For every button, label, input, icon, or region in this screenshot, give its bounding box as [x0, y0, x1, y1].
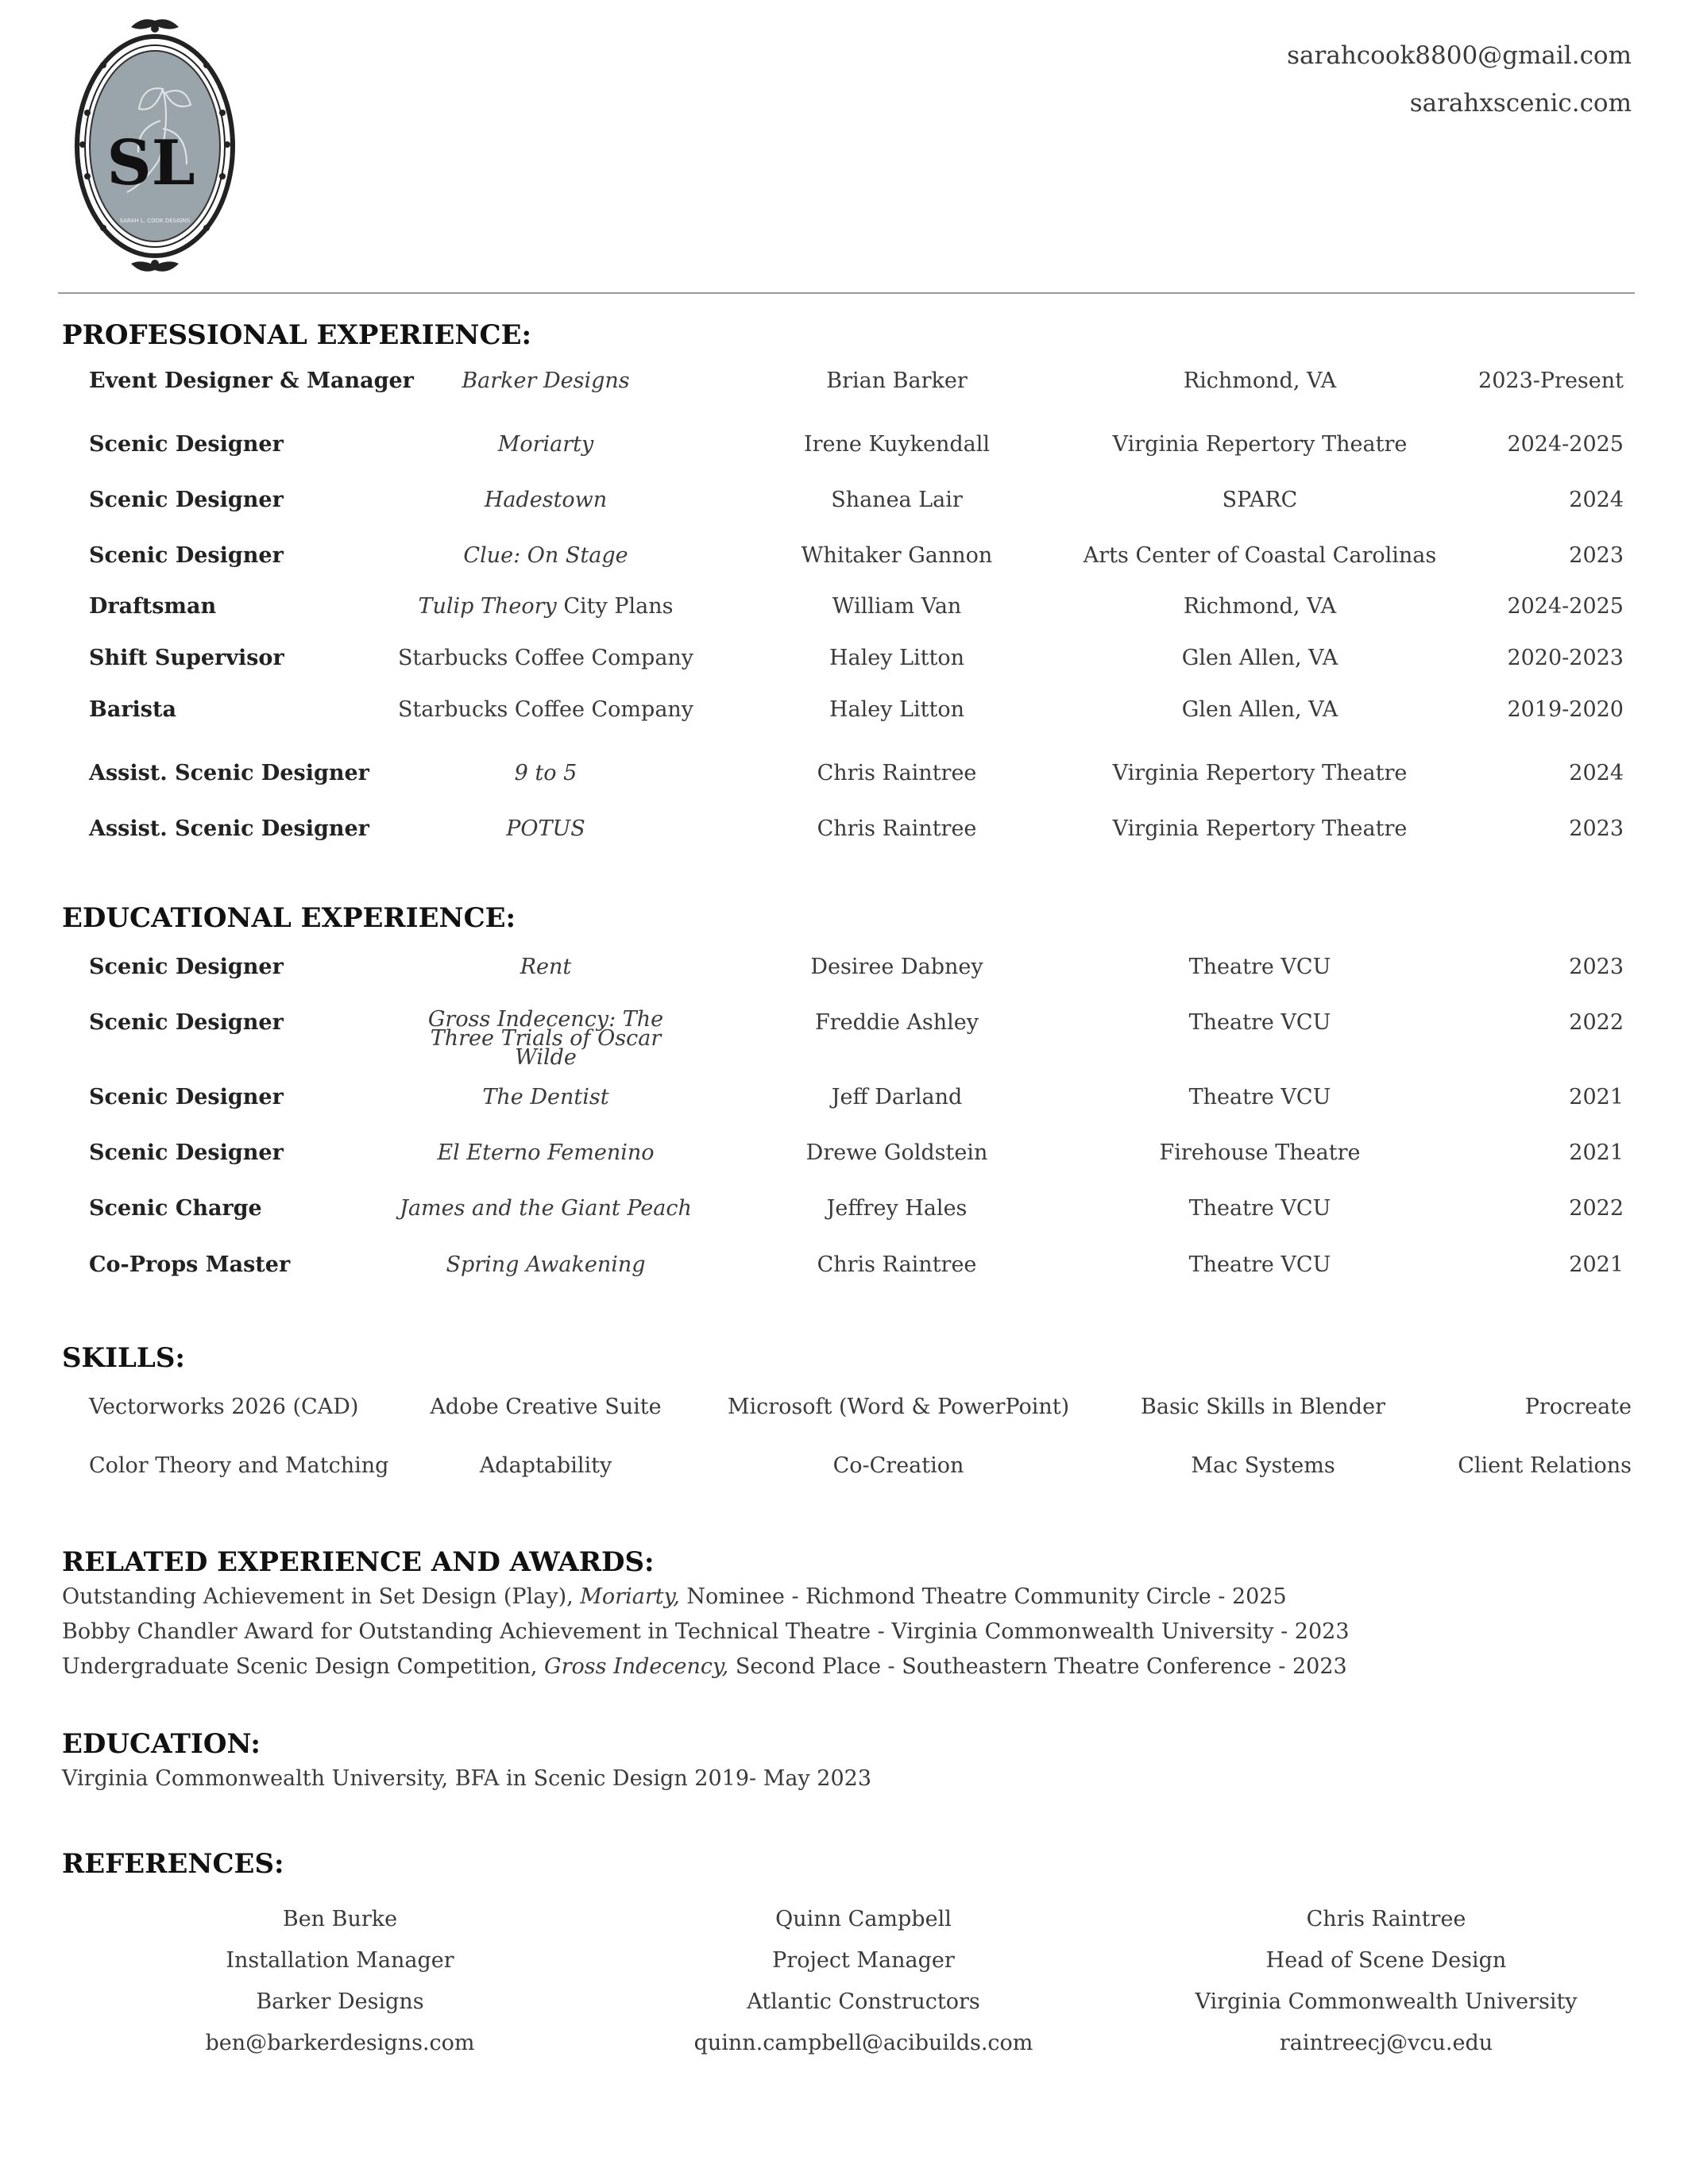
role: Scenic Designer — [89, 432, 284, 457]
venue: Virginia Repertory Theatre — [1112, 816, 1408, 841]
year: 2020-2023 — [1507, 646, 1624, 670]
director-name: Chris Raintree — [817, 761, 977, 785]
logo-tagline: SARAH L. COOK DESIGNS — [119, 218, 191, 224]
production-title: Barker Designs — [462, 369, 630, 393]
reference-email[interactable]: quinn.campbell@acibuilds.com — [693, 2031, 1033, 2055]
director-name: Whitaker Gannon — [801, 543, 993, 568]
skills-section — [62, 1342, 1632, 1478]
contact-block — [1287, 32, 1632, 127]
title-italic-part: Tulip Theory — [418, 594, 557, 619]
award-detail: Second Place - Southeastern Theatre Conference - 2023 — [728, 1654, 1347, 1679]
experience-row — [62, 955, 1627, 986]
education-line: Virginia Commonwealth University, BFA in Scenic Design 2019- May 2023 — [62, 1766, 872, 1791]
year: 2023-Present — [1478, 369, 1624, 393]
venue: Glen Allen, VA — [1181, 697, 1338, 722]
skill-item: Procreate — [1524, 1395, 1632, 1419]
production-title: James and the Giant Peach — [400, 1196, 692, 1221]
skill-item: Adaptability — [479, 1453, 612, 1478]
logo — [71, 17, 238, 272]
role: Event Designer & Manager — [89, 369, 414, 393]
awards-section — [62, 1546, 1627, 1684]
reference-email[interactable]: raintreecj@vcu.edu — [1279, 2031, 1493, 2055]
director-name: Freddie Ashley — [815, 1010, 979, 1035]
year: 2022 — [1569, 1010, 1624, 1035]
professional-experience-section — [62, 319, 1627, 841]
production-title: El Eterno Femenino — [437, 1140, 655, 1165]
venue: Virginia Repertory Theatre — [1112, 432, 1408, 457]
year: 2024 — [1569, 761, 1624, 785]
year: 2024-2025 — [1507, 594, 1624, 619]
experience-row — [62, 432, 1627, 464]
award-detail: Nominee - Richmond Theatre Community Circle - 2025 — [679, 1584, 1287, 1609]
role: Draftsman — [89, 594, 217, 619]
award-item — [62, 1650, 1627, 1684]
role: Co-Props Master — [89, 1252, 291, 1277]
experience-row — [62, 1140, 1627, 1172]
reference-name: Ben Burke — [282, 1907, 398, 1931]
reference-organization: Atlantic Constructors — [747, 1989, 980, 2014]
director-name: Chris Raintree — [817, 1252, 977, 1277]
logo-emblem — [71, 17, 238, 272]
experience-row — [62, 1085, 1627, 1117]
experience-row — [62, 369, 1627, 400]
director-name: William Van — [832, 594, 962, 619]
director-name: Jeff Darland — [831, 1085, 963, 1109]
venue: Richmond, VA — [1183, 594, 1337, 619]
reference-title: Project Manager — [772, 1948, 955, 1973]
award-text: Undergraduate Scenic Design Competition, — [62, 1654, 545, 1679]
award-item — [62, 1580, 1627, 1615]
venue: SPARC — [1222, 488, 1298, 512]
production-title: Clue: On Stage — [463, 543, 628, 568]
year: 2022 — [1569, 1196, 1624, 1221]
awards-list — [62, 1580, 1627, 1684]
website-link[interactable]: sarahxscenic.com — [1409, 89, 1632, 118]
year: 2024-2025 — [1507, 432, 1624, 457]
venue: Glen Allen, VA — [1181, 646, 1338, 670]
section-heading: EDUCATION: — [62, 1728, 261, 1760]
email-link[interactable]: sarahcook8800@gmail.com — [1287, 41, 1632, 70]
director-name: Chris Raintree — [817, 816, 977, 841]
award-text: Bobby Chandler Award for Outstanding Achievement in Technical Theatre - Virginia Commonwealth University - 2023 — [62, 1619, 1350, 1644]
venue: Theatre VCU — [1188, 1196, 1331, 1221]
experience-row — [62, 697, 1627, 729]
venue: Theatre VCU — [1188, 1085, 1331, 1109]
header-divider — [58, 292, 1635, 294]
year: 2024 — [1569, 488, 1624, 512]
venue: Richmond, VA — [1183, 369, 1337, 393]
skill-item: Basic Skills in Blender — [1141, 1395, 1385, 1419]
year: 2019-2020 — [1507, 697, 1624, 722]
role: Scenic Designer — [89, 488, 284, 512]
experience-row — [62, 1196, 1627, 1228]
experience-row — [62, 646, 1627, 677]
section-heading: SKILLS: — [62, 1342, 185, 1374]
experience-row — [62, 761, 1627, 793]
reference-card — [205, 1899, 474, 2064]
award-item — [62, 1615, 1627, 1650]
section-heading: PROFESSIONAL EXPERIENCE: — [62, 319, 532, 351]
skill-item: Client Relations — [1458, 1453, 1632, 1478]
skill-item: Mac Systems — [1191, 1453, 1335, 1478]
production-title — [418, 594, 673, 619]
reference-name: Chris Raintree — [1306, 1907, 1466, 1931]
experience-row — [62, 488, 1627, 519]
role: Scenic Charge — [89, 1196, 262, 1221]
year: 2021 — [1569, 1085, 1624, 1109]
experience-row — [62, 1252, 1627, 1284]
director-name: Jeffrey Hales — [826, 1196, 968, 1221]
references-section — [62, 1848, 1627, 2055]
reference-email[interactable]: ben@barkerdesigns.com — [205, 2031, 475, 2055]
logo-monogram: SL — [106, 127, 195, 199]
section-heading: RELATED EXPERIENCE AND AWARDS: — [62, 1546, 655, 1578]
venue: Theatre VCU — [1188, 955, 1331, 979]
award-production: Gross Indecency, — [544, 1654, 729, 1679]
production-title: Gross Indecency: The Three Trials of Oscar Wilde — [427, 1007, 664, 1070]
experience-row — [62, 1007, 1627, 1070]
director-name: Desiree Dabney — [810, 955, 983, 979]
production-title: The Dentist — [482, 1085, 609, 1109]
role: Shift Supervisor — [89, 646, 284, 670]
production-title: Starbucks Coffee Company — [397, 646, 694, 670]
skill-item: Microsoft (Word & PowerPoint) — [727, 1395, 1070, 1419]
skill-item: Co-Creation — [832, 1453, 964, 1478]
reference-organization: Virginia Commonwealth University — [1195, 1989, 1578, 2014]
director-name: Irene Kuykendall — [803, 432, 991, 457]
role: Assist. Scenic Designer — [89, 761, 369, 785]
year: 2021 — [1569, 1140, 1624, 1165]
venue: Theatre VCU — [1188, 1010, 1331, 1035]
year: 2021 — [1569, 1252, 1624, 1277]
role: Scenic Designer — [89, 1140, 284, 1165]
production-title: Spring Awakening — [446, 1252, 646, 1277]
role: Scenic Designer — [89, 543, 284, 568]
section-heading: REFERENCES: — [62, 1848, 284, 1880]
role: Barista — [89, 697, 176, 722]
director-name: Shanea Lair — [831, 488, 963, 512]
reference-name: Quinn Campbell — [775, 1907, 952, 1931]
experience-row — [62, 543, 1627, 575]
role: Scenic Designer — [89, 955, 284, 979]
award-production: Moriarty, — [580, 1584, 680, 1609]
director-name: Haley Litton — [829, 646, 965, 670]
section-heading: EDUCATIONAL EXPERIENCE: — [62, 902, 516, 934]
experience-row — [62, 594, 1627, 626]
production-title: 9 to 5 — [514, 761, 577, 785]
production-title: POTUS — [506, 816, 585, 841]
venue: Firehouse Theatre — [1159, 1140, 1361, 1165]
venue: Arts Center of Coastal Carolinas — [1083, 543, 1437, 568]
reference-title: Installation Manager — [226, 1948, 454, 1973]
reference-card — [1195, 1899, 1577, 2064]
skill-item: Vectorworks 2026 (CAD) — [89, 1395, 359, 1419]
reference-card — [694, 1899, 1033, 2064]
year: 2023 — [1569, 816, 1624, 841]
venue: Virginia Repertory Theatre — [1112, 761, 1408, 785]
production-title: Starbucks Coffee Company — [397, 697, 694, 722]
educational-experience-section — [62, 902, 1627, 1277]
skill-item: Adobe Creative Suite — [430, 1395, 662, 1419]
director-name: Drewe Goldstein — [805, 1140, 988, 1165]
role: Scenic Designer — [89, 1085, 284, 1109]
title-plain-part: City Plans — [556, 594, 674, 619]
role: Scenic Designer — [89, 1010, 284, 1035]
education-section — [62, 1728, 1627, 1796]
award-text: Outstanding Achievement in Set Design (Play), — [62, 1584, 581, 1609]
year: 2023 — [1569, 955, 1624, 979]
production-title: Hadestown — [484, 488, 608, 512]
venue: Theatre VCU — [1188, 1252, 1331, 1277]
production-title: Moriarty — [497, 432, 594, 457]
experience-row — [62, 816, 1627, 848]
director-name: Brian Barker — [826, 369, 968, 393]
year: 2023 — [1569, 543, 1624, 568]
skill-item: Color Theory and Matching — [89, 1453, 389, 1478]
production-title: Rent — [520, 955, 572, 979]
reference-title: Head of Scene Design — [1265, 1948, 1507, 1973]
reference-organization: Barker Designs — [256, 1989, 424, 2014]
role: Assist. Scenic Designer — [89, 816, 369, 841]
director-name: Haley Litton — [829, 697, 965, 722]
